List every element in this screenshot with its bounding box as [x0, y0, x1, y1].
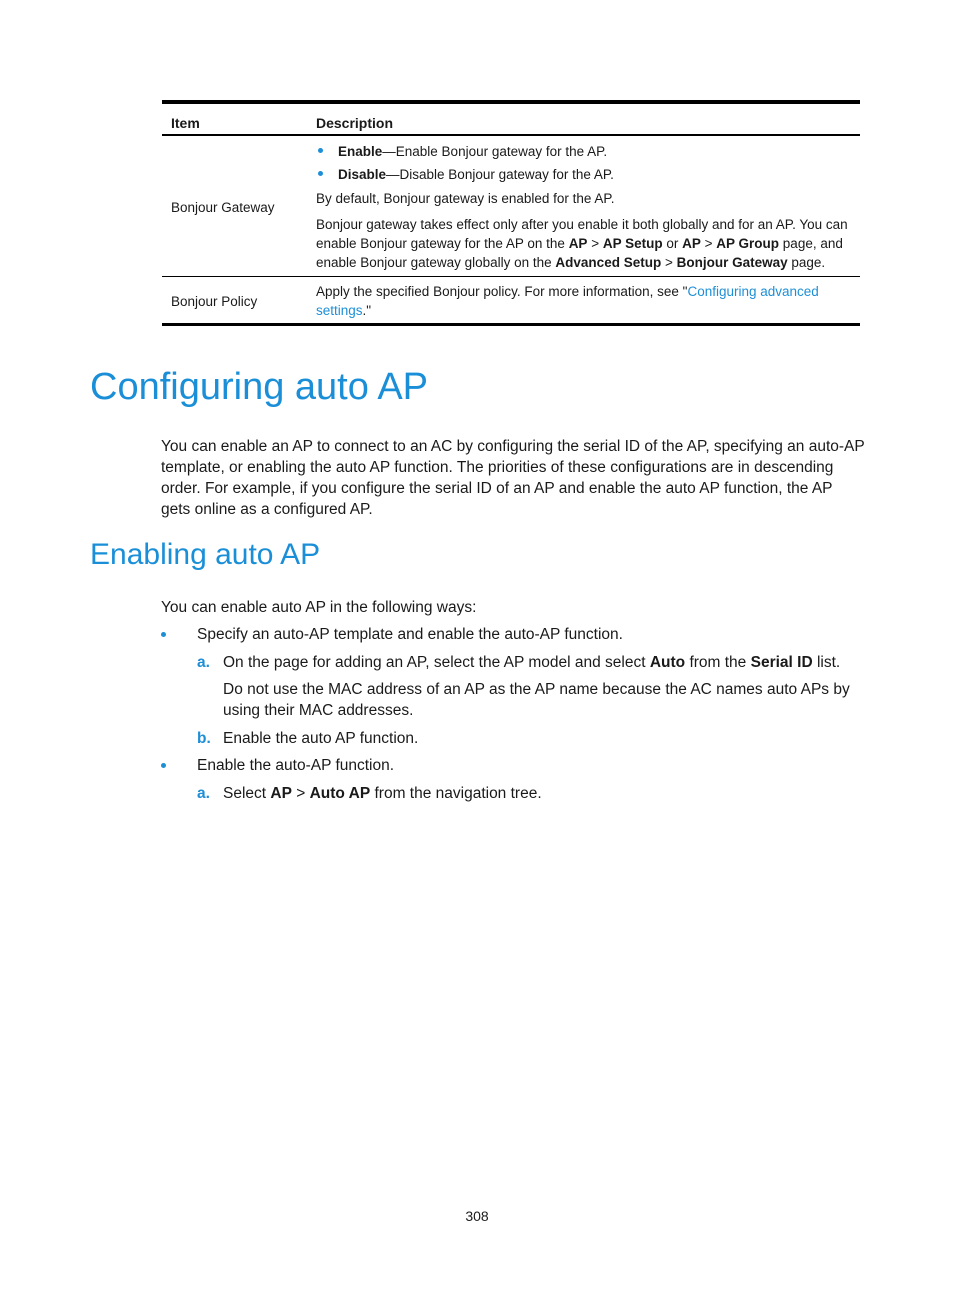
step-note: Do not use the MAC address of an AP as the AP name because the AC names auto APs by using their MAC addresses.	[223, 681, 850, 719]
header-item: Item	[162, 102, 307, 135]
section-intro: You can enable an AP to connect to an AC by configuring the serial ID of the AP, specifying an auto-AP template, or enabling the auto AP function. The priorities of these configurations are in descending order. For example, if you configure the serial ID of an AP and enable the auto AP function, the AP gets online as a configured AP.	[161, 438, 865, 518]
step-label: a.	[197, 654, 210, 671]
list-item: Specify an auto-AP template and enable the auto-AP function.	[161, 624, 623, 645]
header-description: Description	[307, 102, 860, 135]
list-item: Enable the auto-AP function.	[161, 755, 394, 776]
configuring-advanced-settings-link[interactable]: Configuring advanced settings	[316, 284, 819, 318]
step-item: a. Select AP > Auto AP from the navigation tree.	[197, 785, 542, 802]
subsection-title: Enabling auto AP	[90, 538, 321, 571]
table-row	[162, 135, 860, 277]
step-item: b. Enable the auto AP function.	[197, 730, 419, 747]
gateway-note: Bonjour gateway takes effect only after you enable it both globally and for an AP. You can enable Bonjour gateway for the AP on the AP > AP Setup or AP > AP Group page, and enable Bonjour gateway globally on the Advanced Setup > Bonjour Gateway page.	[316, 217, 848, 270]
option-list	[316, 142, 852, 184]
description-cell: Apply the specified Bonjour policy. For more information, see "Configuring advanced settings."	[307, 277, 860, 325]
step-label: b.	[197, 730, 211, 747]
list-item: Enable—Enable Bonjour gateway for the AP.	[316, 142, 852, 161]
default-note: By default, Bonjour gateway is enabled for the AP.	[316, 191, 615, 206]
step-label: a.	[197, 785, 210, 802]
list-item: Disable—Disable Bonjour gateway for the AP.	[316, 165, 852, 184]
page-number: 308	[465, 1208, 489, 1224]
item-cell: Bonjour Policy	[162, 277, 307, 325]
description-cell	[307, 135, 860, 277]
step-item: a. On the page for adding an AP, select the AP model and select Auto from the Serial ID list.	[197, 654, 841, 671]
table-row	[162, 277, 860, 325]
item-cell: Bonjour Gateway	[162, 135, 307, 277]
table-header-row	[162, 102, 860, 135]
subsection-lead: You can enable auto AP in the following ways:	[161, 599, 477, 616]
section-title: Configuring auto AP	[90, 366, 429, 408]
bonjour-settings-table	[162, 100, 860, 326]
bullet-icon	[161, 632, 166, 637]
bullet-icon	[161, 763, 166, 768]
